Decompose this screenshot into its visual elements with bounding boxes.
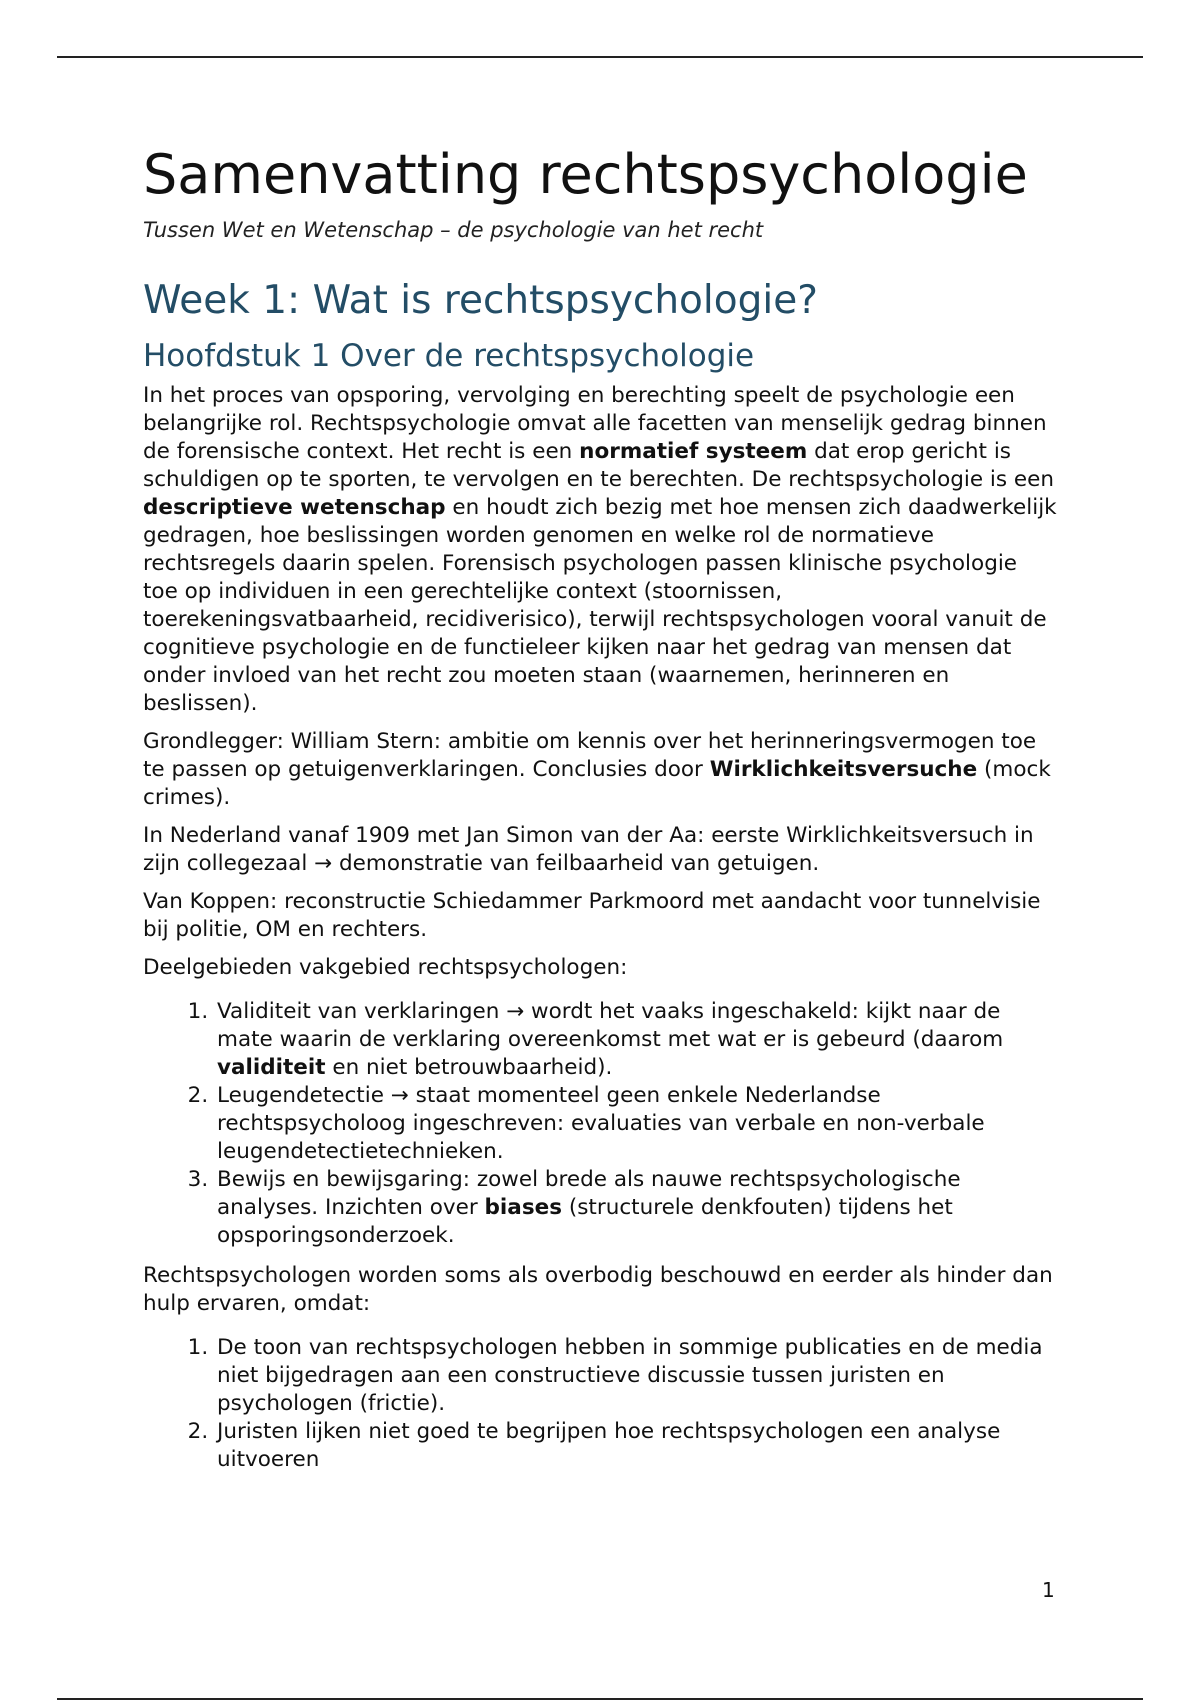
text-run: dat erop gericht is schuldigen op te sporten, te vervolgen en te berechten. De rechtspsychologie is een <box>143 439 1055 492</box>
paragraph-stern <box>143 728 1058 812</box>
text-run: (structurele denkfouten) tijdens het opsporingsonderzoek. <box>217 1195 953 1248</box>
document-body <box>143 140 1058 1474</box>
text-run: Grondlegger: William Stern: ambitie om kennis over het herinneringsvermogen toe te passen op getuigenverklaringen. Conclusies door <box>143 729 1037 782</box>
list-item <box>215 1166 1058 1250</box>
bold-term-descriptief: descriptieve wetenschap <box>143 495 446 520</box>
list-item: 2. Juristen lijken niet goed te begrijpen hoe rechtspsychologen een analyse uitvoeren <box>215 1418 1058 1474</box>
bold-term-normatief: normatief systeem <box>579 439 808 464</box>
text-run: Bewijs en bewijsgaring: zowel brede als nauwe rechtspsychologische analyses. Inzichten over <box>217 1167 961 1220</box>
bold-term-wirklichkeitsversuche: Wirklichkeitsversuche <box>709 757 978 782</box>
chapter-heading: Hoofdstuk 1 Over de rechtspsychologie <box>143 338 755 374</box>
list-redenen <box>143 1334 1058 1474</box>
header-rule <box>57 56 1143 58</box>
page-number: 1 <box>1042 1578 1055 1602</box>
document-title: Samenvatting rechtspsychologie <box>143 143 1028 206</box>
list-deelgebieden <box>143 998 1058 1250</box>
text-run: In het proces van opsporing, vervolging en berechting speelt de psychologie een belangrijke rol. Rechtspsychologie omvat alle facetten van menselijk gedrag binnen de forensische context. Het recht is een <box>143 383 1047 464</box>
paragraph-overbodig: Rechtspsychologen worden soms als overbodig beschouwd en eerder als hinder dan hulp ervaren, omdat: <box>143 1263 1053 1316</box>
text-run: en houdt zich bezig met hoe mensen zich daadwerkelijk gedragen, hoe beslissingen worden genomen en welke rol de normatieve rechtsregels daarin spelen. Forensisch psychologen passen klinische psychologie toe op individuen in een gerechtelijke context (stoornissen, toerekeningsvatbaarheid, recidiverisico), terwijl rechtspsychologen vooral vanuit de cognitieve psychologie en de functieleer kijken naar het gedrag van mensen dat onder invloed van het recht zou moeten staan (waarnemen, herinneren en beslissen). <box>143 495 1057 716</box>
bold-term-biases: biases <box>484 1195 562 1220</box>
paragraph-van-koppen: Van Koppen: reconstructie Schiedammer Parkmoord met aandacht voor tunnelvisie bij politie, OM en rechters. <box>143 889 1041 942</box>
bold-term-validiteit: validiteit <box>217 1055 326 1080</box>
paragraph-van-der-aa: In Nederland vanaf 1909 met Jan Simon van der Aa: eerste Wirklichkeitsversuch in zijn collegezaal → demonstratie van feilbaarheid van getuigen. <box>143 823 1034 876</box>
text-run: (mock crimes). <box>143 757 1051 810</box>
paragraph-deelgebieden: Deelgebieden vakgebied rechtspsychologen: <box>143 955 628 980</box>
text-run: en niet betrouwbaarheid). <box>325 1055 613 1080</box>
week-heading: Week 1: Wat is rechtspsychologie? <box>143 278 818 323</box>
document-subtitle: Tussen Wet en Wetenschap – de psychologie van het recht <box>143 218 764 242</box>
list-item <box>215 998 1058 1082</box>
list-item: 1. De toon van rechtspsychologen hebben in sommige publicaties en de media niet bijgedragen aan een constructieve discussie tussen juristen en psychologen (frictie). <box>215 1334 1058 1418</box>
text-run: Validiteit van verklaringen → wordt het vaaks ingeschakeld: kijkt naar de mate waarin de verklaring overeenkomst met wat er is gebeurd (daarom <box>217 999 1004 1052</box>
paragraph-intro <box>143 382 1058 718</box>
list-item: 2. Leugendetectie → staat momenteel geen enkele Nederlandse rechtspsycholoog ingeschreven: evaluaties van verbale en non-verbale leugendetectietechnieken. <box>215 1082 1058 1166</box>
